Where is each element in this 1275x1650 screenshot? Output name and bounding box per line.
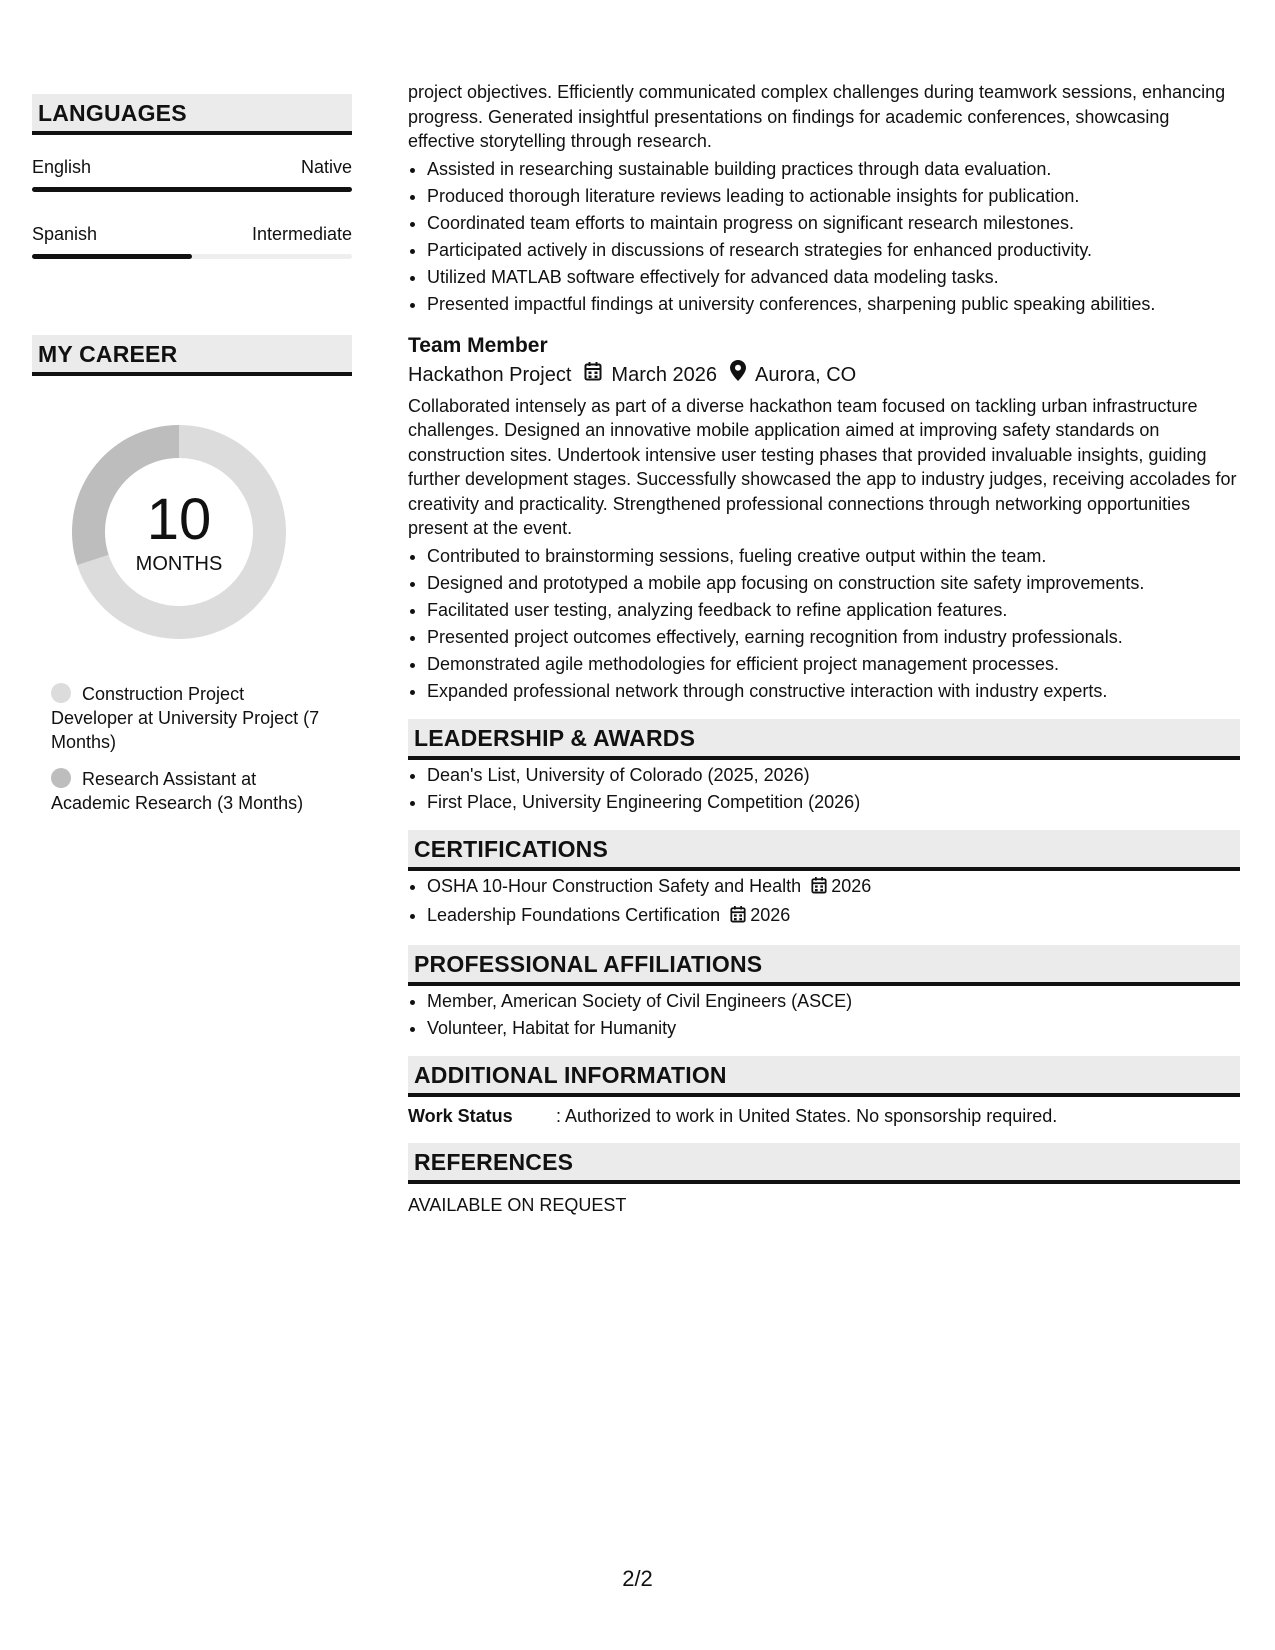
language-proficiency-bar <box>32 187 352 192</box>
language-level: Native <box>300 157 352 177</box>
legend-label: Construction Project Developer at University Project (7 Months) <box>51 684 320 752</box>
references-section <box>408 1143 1240 1218</box>
list-item: • Volunteer, Habitat for Humanity <box>427 1015 1240 1042</box>
calendar-icon <box>730 904 746 931</box>
awards-list <box>408 762 1240 816</box>
language-proficiency-fill <box>32 187 352 192</box>
role-meta <box>408 360 1240 390</box>
role-title: Team Member <box>408 333 548 357</box>
certification-name: OSHA 10-Hour Construction Safety and Health <box>427 875 802 896</box>
additional-header: ADDITIONAL INFORMATION <box>408 1056 1240 1097</box>
list-item <box>427 902 1240 931</box>
work-status-row <box>408 1103 1240 1129</box>
page-number: 2/2 <box>622 1566 653 1591</box>
legend-item <box>51 682 331 754</box>
role-location: Aurora, CO <box>755 363 857 386</box>
list-item: • Contributed to brainstorming sessions, fueling creative output within the team. <box>427 543 1240 570</box>
role-paragraph: Collaborated intensely as part of a diverse hackathon team focused on tackling urban infrastructure challenges. Designed an innovative mobile application aimed at improving safety standards on construction sites. Undertook intensive user testing phases that provided invaluable insights, guiding further development stages. Successfully showcased the app to industry judges, receiving accolades for creativity and practicality. Strengthened professional connections through networking opportunities present at the event. <box>408 395 1237 538</box>
donut-total-unit: MONTHS <box>135 553 223 575</box>
legend-dot <box>51 683 71 703</box>
work-status-value: : Authorized to work in United States. No sponsorship required. <box>556 1105 1058 1126</box>
list-item: • Member, American Society of Civil Engineers (ASCE) <box>427 988 1240 1015</box>
list-item: • Presented impactful findings at university conferences, sharpening public speaking abilities. <box>427 291 1240 318</box>
list-item <box>427 873 1240 902</box>
language-level: Intermediate <box>251 224 352 244</box>
language-proficiency-bar <box>32 254 352 259</box>
legend-dot <box>51 768 71 788</box>
list-item: • Utilized MATLAB software effectively for advanced data modeling tasks. <box>427 264 1240 291</box>
language-name: Spanish <box>32 224 98 244</box>
language-item-spanish <box>32 222 352 259</box>
list-item: • Dean's List, University of Colorado (2025, 2026) <box>427 762 1240 789</box>
list-item: • First Place, University Engineering Competition (2026) <box>427 789 1240 816</box>
additional-section <box>408 1056 1240 1129</box>
awards-header: LEADERSHIP & AWARDS <box>408 719 1240 760</box>
role-bullets <box>408 543 1240 705</box>
language-item-english <box>32 155 352 192</box>
affiliations-section <box>408 945 1240 1042</box>
references-text: AVAILABLE ON REQUEST <box>408 1194 627 1215</box>
references-header: REFERENCES <box>408 1143 1240 1184</box>
certifications-section <box>408 830 1240 931</box>
list-item: • Facilitated user testing, analyzing feedback to refine application features. <box>427 597 1240 624</box>
languages-header: LANGUAGES <box>32 94 352 135</box>
calendar-icon <box>584 360 602 390</box>
legend-item <box>51 767 331 815</box>
certification-year: 2026 <box>831 875 872 896</box>
list-item: • Produced thorough literature reviews leading to actionable insights for publication. <box>427 183 1240 210</box>
certification-year: 2026 <box>750 904 791 925</box>
experience-continued-paragraph: project objectives. Efficiently communicated complex challenges during teamwork sessions, enhancing progress. Generated insightful presentations on findings for academic conferences, showcasing effective storytelling through research. <box>408 82 1226 151</box>
list-item: • Presented project outcomes effectively, earning recognition from industry professionals. <box>427 624 1240 651</box>
career-legend <box>51 682 331 815</box>
affiliations-header: PROFESSIONAL AFFILIATIONS <box>408 945 1240 986</box>
certification-name: Leadership Foundations Certification <box>427 904 721 925</box>
certifications-list <box>408 873 1240 931</box>
list-item: • Expanded professional network through constructive interaction with industry experts. <box>427 678 1240 705</box>
legend-label: Research Assistant at Academic Research (3 Months) <box>51 769 304 813</box>
role-date: March 2026 <box>611 363 718 386</box>
awards-section <box>408 719 1240 816</box>
experience-continued-bullets <box>408 156 1240 318</box>
calendar-icon <box>811 875 827 902</box>
location-pin-icon <box>730 360 746 390</box>
role-org: Hackathon Project <box>408 363 572 386</box>
work-status-key: Work Status <box>408 1105 513 1126</box>
language-name: English <box>32 157 92 177</box>
right-column <box>408 80 1240 1218</box>
donut-center <box>65 418 293 646</box>
career-header: MY CAREER <box>32 335 352 376</box>
list-item: • Assisted in researching sustainable building practices through data evaluation. <box>427 156 1240 183</box>
certifications-header: CERTIFICATIONS <box>408 830 1240 871</box>
list-item: • Designed and prototyped a mobile app focusing on construction site safety improvements. <box>427 570 1240 597</box>
list-item: • Coordinated team efforts to maintain progress on significant research milestones. <box>427 210 1240 237</box>
list-item: • Participated actively in discussions of research strategies for enhanced productivity. <box>427 237 1240 264</box>
language-proficiency-fill <box>32 254 192 259</box>
left-column <box>32 94 352 828</box>
career-donut-chart <box>65 418 293 646</box>
affiliations-list <box>408 988 1240 1042</box>
list-item: • Demonstrated agile methodologies for efficient project management processes. <box>427 651 1240 678</box>
donut-total-value: 10 <box>146 487 212 552</box>
